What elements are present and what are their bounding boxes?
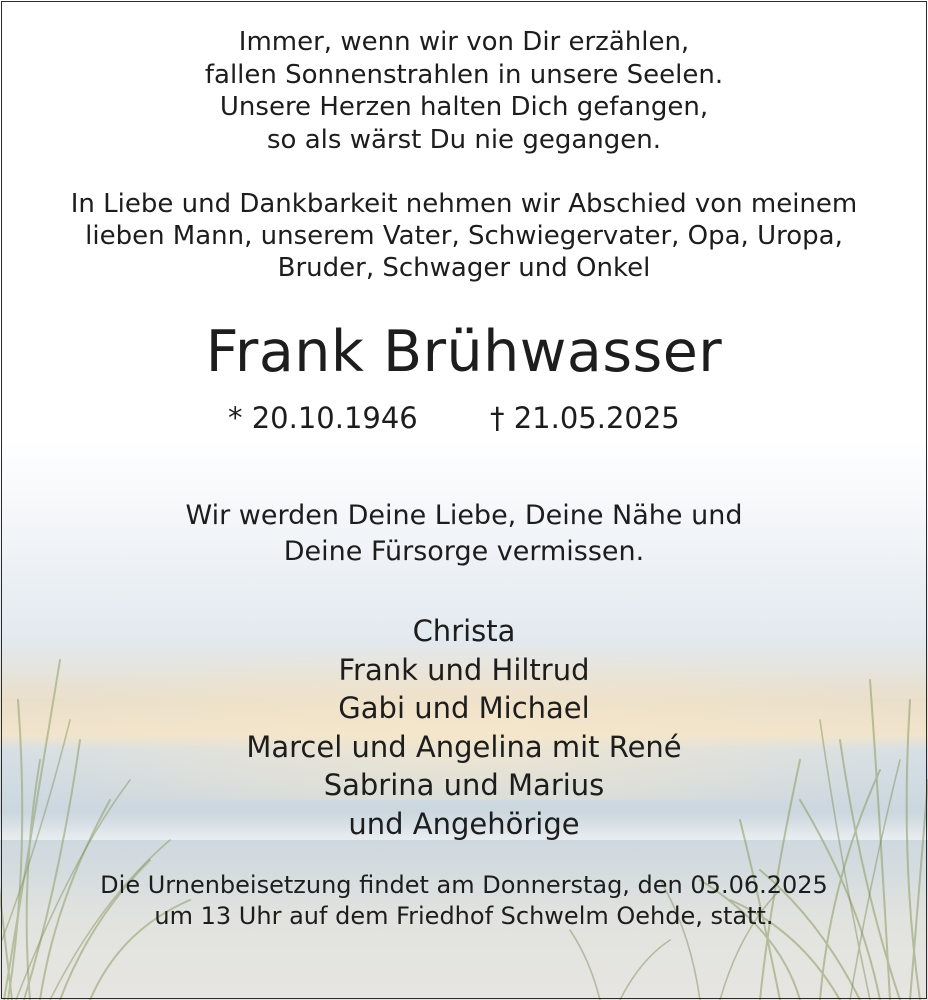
life-dates — [0, 396, 928, 440]
intro-line: Bruder, Schwager und Onkel — [277, 253, 651, 283]
intro-line: In Liebe und Dankbarkeit nehmen wir Abschied von meinem — [70, 189, 858, 219]
mourners-list — [0, 612, 928, 843]
burial-line: Die Urnenbeisetzung findet am Donnerstag, den 05.06.2025 — [100, 871, 828, 899]
poem-line: Unsere Herzen halten Dich gefangen, — [219, 92, 709, 122]
birth-date: * 20.10.1946 — [228, 401, 418, 435]
remembrance-text — [0, 498, 928, 570]
remembrance-line: Wir werden Deine Liebe, Deine Nähe und — [185, 500, 743, 531]
mourner-name: Gabi und Michael — [338, 691, 590, 725]
mourner-name: und Angehörige — [348, 806, 580, 841]
intro-line: lieben Mann, unserem Vater, Schwiegervater, Opa, Uropa, — [85, 221, 843, 251]
burial-line: um 13 Uhr auf dem Friedhof Schwelm Oehde, statt. — [154, 902, 774, 930]
death-date: † 21.05.2025 — [490, 401, 680, 435]
poem-verse — [0, 26, 928, 156]
poem-line: so als wärst Du nie gegangen. — [267, 124, 661, 155]
mourner-name: Marcel und Angelina mit René — [246, 729, 682, 764]
poem-line: fallen Sonnenstrahlen in unsere Seelen. — [204, 59, 724, 90]
farewell-intro — [0, 188, 928, 284]
poem-line: Immer, wenn wir von Dir erzählen, — [238, 27, 690, 57]
remembrance-line: Deine Fürsorge vermissen. — [283, 536, 645, 567]
burial-information — [0, 870, 928, 932]
mourner-name: Frank und Hiltrud — [338, 652, 590, 687]
mourner-name: Christa — [412, 614, 516, 648]
mourner-name: Sabrina und Marius — [323, 768, 605, 802]
deceased-name: Frank Brühwasser — [205, 319, 723, 385]
